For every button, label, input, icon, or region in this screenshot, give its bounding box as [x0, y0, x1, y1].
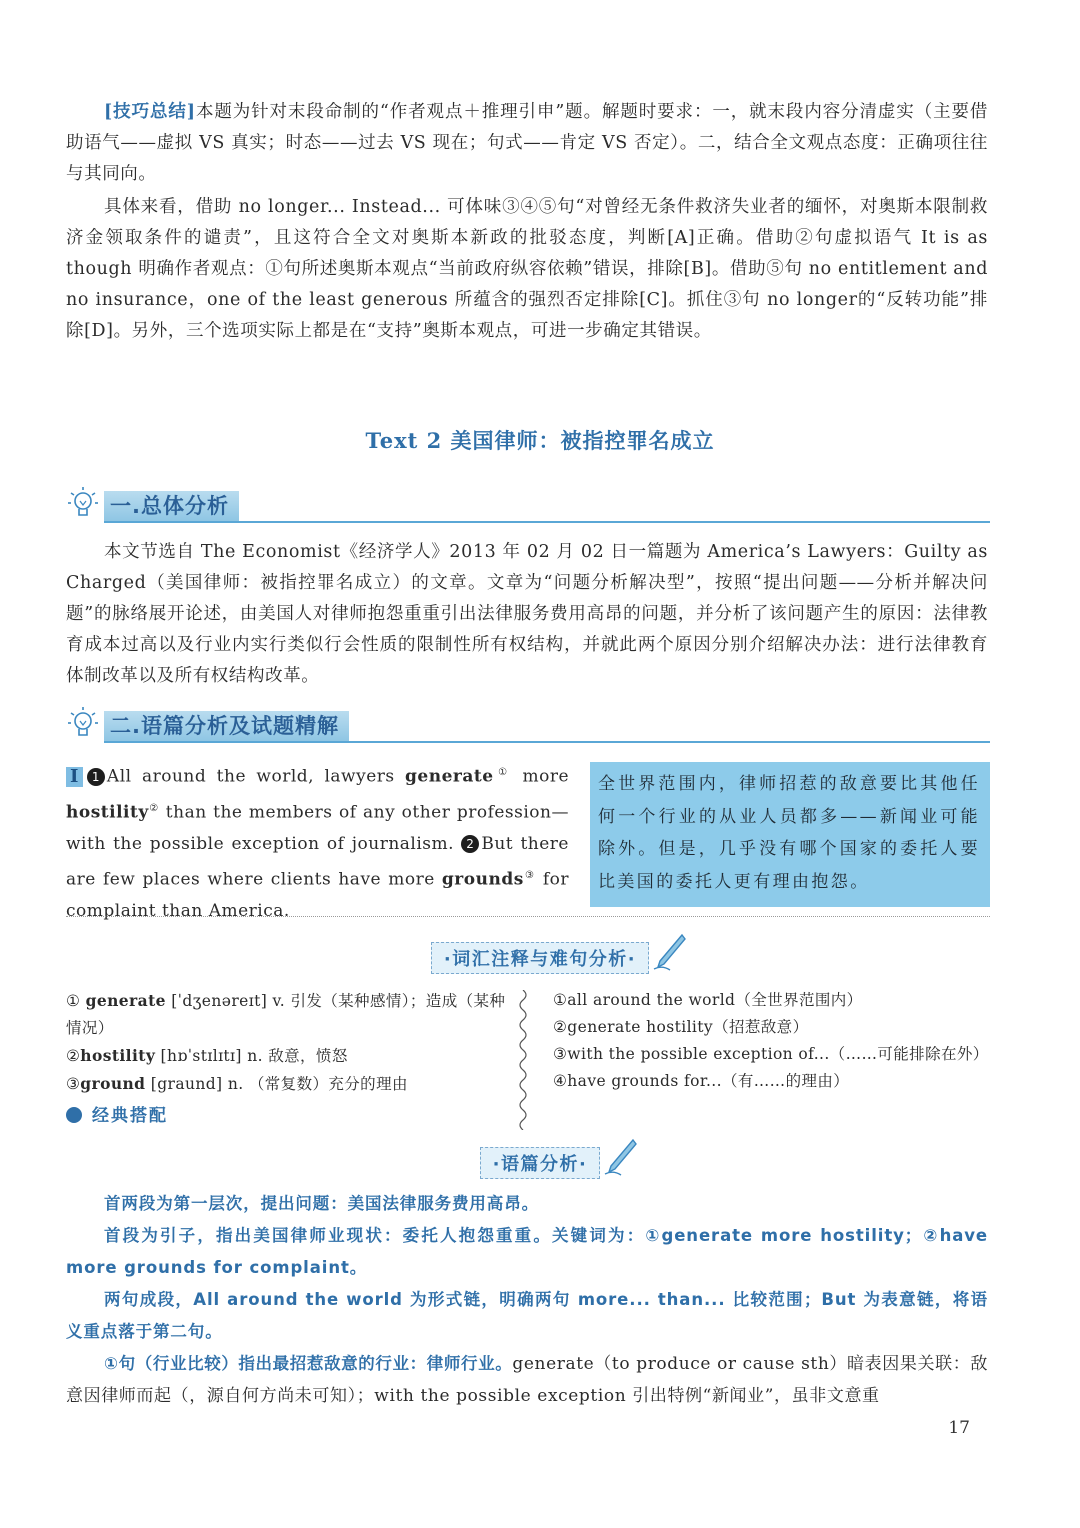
sentence-number: 2: [461, 835, 479, 853]
tips-label: [技巧总结]: [104, 102, 196, 122]
vocab-def: [ˈdʒenəreɪt] v. 引发（某种感情）；造成（某种情况）: [66, 992, 506, 1037]
section-title-discourse: 二.语篇分析及试题精解: [104, 711, 349, 741]
keyword: hostility: [66, 802, 149, 823]
vocab-item: [66, 1070, 506, 1098]
vocab-word: generate: [85, 991, 166, 1010]
translation-box: 全世界范围内，律师招惹的敌意要比其他任何一个行业的从业人员都多——新闻业可能除外。但是，几乎没有哪个国家的委托人要比美国的委托人更有理由抱怨。: [590, 762, 990, 907]
passage-text: But there are few places where clients have more: [66, 833, 569, 890]
analysis-badge-label: ·语篇分析·: [492, 1154, 588, 1175]
analysis-text: generate（to produce or cause sth）暗表因果关联：敌意因律师而起（，源自何方尚未可知）；with the possible exception 引出特例“新闻业”，虽非文意重: [66, 1354, 988, 1406]
classic-label-text: 经典搭配: [92, 1106, 168, 1126]
passage-text: for complaint than America.: [66, 869, 570, 921]
section-divider: [104, 741, 990, 743]
tips-text: 本题为针对末段命制的“作者观点＋推理引申”题。解题时要求：一，就末段内容分清虚实（主要借助语气——虚拟 VS 真实；时态——过去 VS 现在；句式——肯定 VS 否定）。二，结合全文观点态度：正确项往往与其同向。: [66, 102, 988, 184]
vocab-badge: [431, 942, 649, 974]
dotted-divider: [66, 916, 990, 917]
analysis-line-3: 两句成段，All around the world 为形式链，明确两句 more... than... 比较范围；But 为表意链，将语义重点落于第二句。: [66, 1290, 988, 1341]
passage-text: more: [512, 766, 570, 787]
phrase-item: ④have grounds for...（有……的理由）: [553, 1072, 850, 1090]
vocab-item: [66, 1042, 506, 1070]
phrase-item: ③with the possible exception of...（……可能排除在外）: [553, 1045, 989, 1063]
vocab-item: [66, 987, 506, 1042]
phrase-item: ①all around the world（全世界范围内）: [553, 991, 863, 1009]
note-ref: ②: [148, 802, 160, 814]
note-ref: ①: [493, 767, 513, 778]
analysis-line-1: 首两段为第一层次，提出问题：美国法律服务费用高昂。: [104, 1194, 539, 1213]
english-passage: [66, 757, 569, 927]
vocab-def: [graund] n. （常复数）充分的理由: [145, 1075, 408, 1093]
vocab-num: ①: [66, 992, 81, 1010]
analysis-line-2: 首段为引子，指出美国律师业现状：委托人抱怨重重。关键词为：①generate more hostility；②have more grounds for complaint。: [66, 1226, 988, 1277]
section-title-overall: 一.总体分析: [104, 491, 239, 521]
vocab-list-right: [553, 987, 993, 1095]
keyword: grounds: [441, 869, 524, 890]
page-number: 17: [948, 1418, 970, 1438]
passage-text: All around the world, lawyers: [106, 766, 406, 787]
vocab-badge-label: ·词汇注释与难句分析·: [443, 949, 637, 970]
vocab-num: ②: [66, 1047, 81, 1065]
text-title: Text 2 美国律师：被指控罪名成立: [365, 428, 715, 453]
sentence-number: 1: [87, 768, 105, 786]
pen-icon: [603, 1138, 639, 1178]
lightbulb-icon: [66, 485, 100, 521]
analysis-badge: [480, 1147, 601, 1179]
vocab-def: [hɒˈstɪlɪtɪ] n. 敌意，愤怒: [155, 1047, 348, 1065]
phrase-item: ②generate hostility（招惹敌意）: [553, 1018, 809, 1036]
section-header-discourse: [66, 705, 990, 745]
passage-text: than the members of any other profession—with the possible exception of journalism.: [66, 802, 569, 854]
analysis-badge-row: [0, 1147, 1080, 1179]
lightbulb-icon: [66, 705, 100, 741]
tips-detail-paragraph: 具体来看，借助 no longer... Instead... 可体味③④⑤句“对曾经无条件救济失业者的缅怀，对奥斯本限制救济金领取条件的谴责”，且这符合全文对奥斯本新政的批驳态度，判断[A]正确。借助②句虚拟语气 It is as though 明确作者观点：①句所述奥斯本观点“当前政府纵容依赖”错误，排除[B]。借助⑤句 no entitlement and no insurance，one of the least generous 所蕴含的强烈否定排除[C]。抓住③句 no longer的“反转功能”排除[D]。另外，三个选项实际上都是在“支持”奥斯本观点，可进一步确定其错误。: [66, 197, 988, 341]
note-ref: ③: [523, 869, 536, 881]
wavy-divider: [515, 990, 531, 1130]
vocab-word: hostility: [80, 1046, 156, 1065]
vocab-num: ③: [66, 1075, 81, 1093]
keyword: generate: [405, 766, 494, 787]
classic-collocation-label: [66, 1101, 168, 1126]
bullet-icon: [66, 1107, 82, 1123]
vocab-list-left: [66, 987, 506, 1098]
analysis-line-4: [66, 1348, 988, 1412]
analysis-emphasis: ①句（行业比较）指出最招惹敌意的行业：律师行业。: [104, 1354, 513, 1373]
paragraph-number: I: [66, 767, 83, 787]
vocab-word: ground: [80, 1074, 146, 1093]
overall-analysis-text: 本文节选自 The Economist《经济学人》2013 年 02 月 02 日一篇题为 America’s Lawyers：Guilty as Charged（美国律师：被指控罪名成立）的文章。文章为“问题分析解决型”，按照“提出问题——分析并解决问题”的脉络展开论述，由美国人对律师抱怨重重引出法律服务费用高昂的问题，并分析了该问题产生的原因：法律教育成本过高以及行业内实行类似行会性质的限制性所有权结构，并就此两个原因分别介绍解决办法：进行法律教育体制改革以及所有权结构改革。: [66, 542, 988, 686]
section-divider: [104, 521, 990, 523]
tips-paragraph: [66, 97, 988, 190]
vocab-badge-row: [0, 942, 1080, 974]
pen-icon: [652, 933, 688, 973]
section-header-overall: [66, 485, 990, 525]
